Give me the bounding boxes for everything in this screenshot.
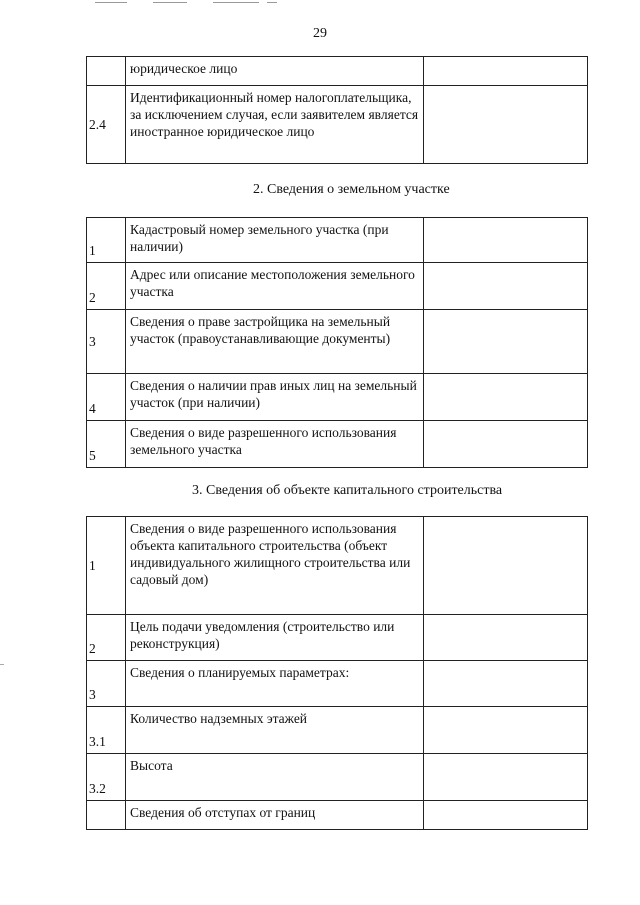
margin-mark [0, 664, 4, 665]
value-cell[interactable] [424, 218, 588, 263]
row-description: Сведения о праве застройщика на земельный участок (правоустанавливающие документы) [126, 310, 424, 374]
land-plot-table [86, 217, 588, 468]
row-description: Кадастровый номер земельного участка (при наличии) [126, 218, 424, 263]
value-cell[interactable] [424, 661, 588, 707]
row-number: 3 [87, 310, 126, 374]
row-description: Сведения о наличии прав иных лиц на земельный участок (при наличии) [126, 374, 424, 421]
row-number [87, 801, 126, 830]
row-number: 5 [87, 421, 126, 468]
page-number: 29 [313, 26, 327, 41]
row-description: юридическое лицо [126, 57, 424, 86]
table-row [87, 661, 588, 707]
value-cell[interactable] [424, 57, 588, 86]
scan-artifact-marks [95, 0, 295, 6]
row-number: 3 [87, 661, 126, 707]
row-description: Количество надземных этажей [126, 707, 424, 754]
table-row [87, 707, 588, 754]
row-description: Цель подачи уведомления (строительство или реконструкция) [126, 615, 424, 661]
table-row [87, 517, 588, 615]
value-cell[interactable] [424, 801, 588, 830]
row-description: Адрес или описание местоположения земельного участка [126, 263, 424, 310]
capital-construction-table [86, 516, 588, 830]
row-number: 2.4 [87, 86, 126, 164]
table-row [87, 615, 588, 661]
row-number: 3.2 [87, 754, 126, 801]
row-description: Сведения о виде разрешенного использования объекта капитального строительства (объект индивидуального жилищного строительства или садовый дом) [126, 517, 424, 615]
row-number: 2 [87, 615, 126, 661]
row-description: Сведения о виде разрешенного использования земельного участка [126, 421, 424, 468]
row-number: 1 [87, 517, 126, 615]
row-number: 1 [87, 218, 126, 263]
table-row [87, 801, 588, 830]
section-2-title: 2. Сведения о земельном участке [253, 182, 450, 197]
applicant-table [86, 56, 588, 164]
value-cell[interactable] [424, 517, 588, 615]
table-row [87, 86, 588, 164]
table-row [87, 218, 588, 263]
row-number: 2 [87, 263, 126, 310]
value-cell[interactable] [424, 421, 588, 468]
row-description: Сведения об отступах от границ [126, 801, 424, 830]
table-row [87, 310, 588, 374]
value-cell[interactable] [424, 754, 588, 801]
value-cell[interactable] [424, 263, 588, 310]
row-description: Высота [126, 754, 424, 801]
value-cell[interactable] [424, 374, 588, 421]
table-row [87, 421, 588, 468]
value-cell[interactable] [424, 310, 588, 374]
row-description: Идентификационный номер налогоплательщика, за исключением случая, если заявителем является иностранное юридическое лицо [126, 86, 424, 164]
row-description: Сведения о планируемых параметрах: [126, 661, 424, 707]
table-row [87, 57, 588, 86]
value-cell[interactable] [424, 707, 588, 754]
row-number: 4 [87, 374, 126, 421]
row-number [87, 57, 126, 86]
table-row [87, 374, 588, 421]
table-row [87, 263, 588, 310]
section-3-title: 3. Сведения об объекте капитального строительства [192, 483, 503, 498]
row-number: 3.1 [87, 707, 126, 754]
value-cell[interactable] [424, 86, 588, 164]
value-cell[interactable] [424, 615, 588, 661]
table-row [87, 754, 588, 801]
